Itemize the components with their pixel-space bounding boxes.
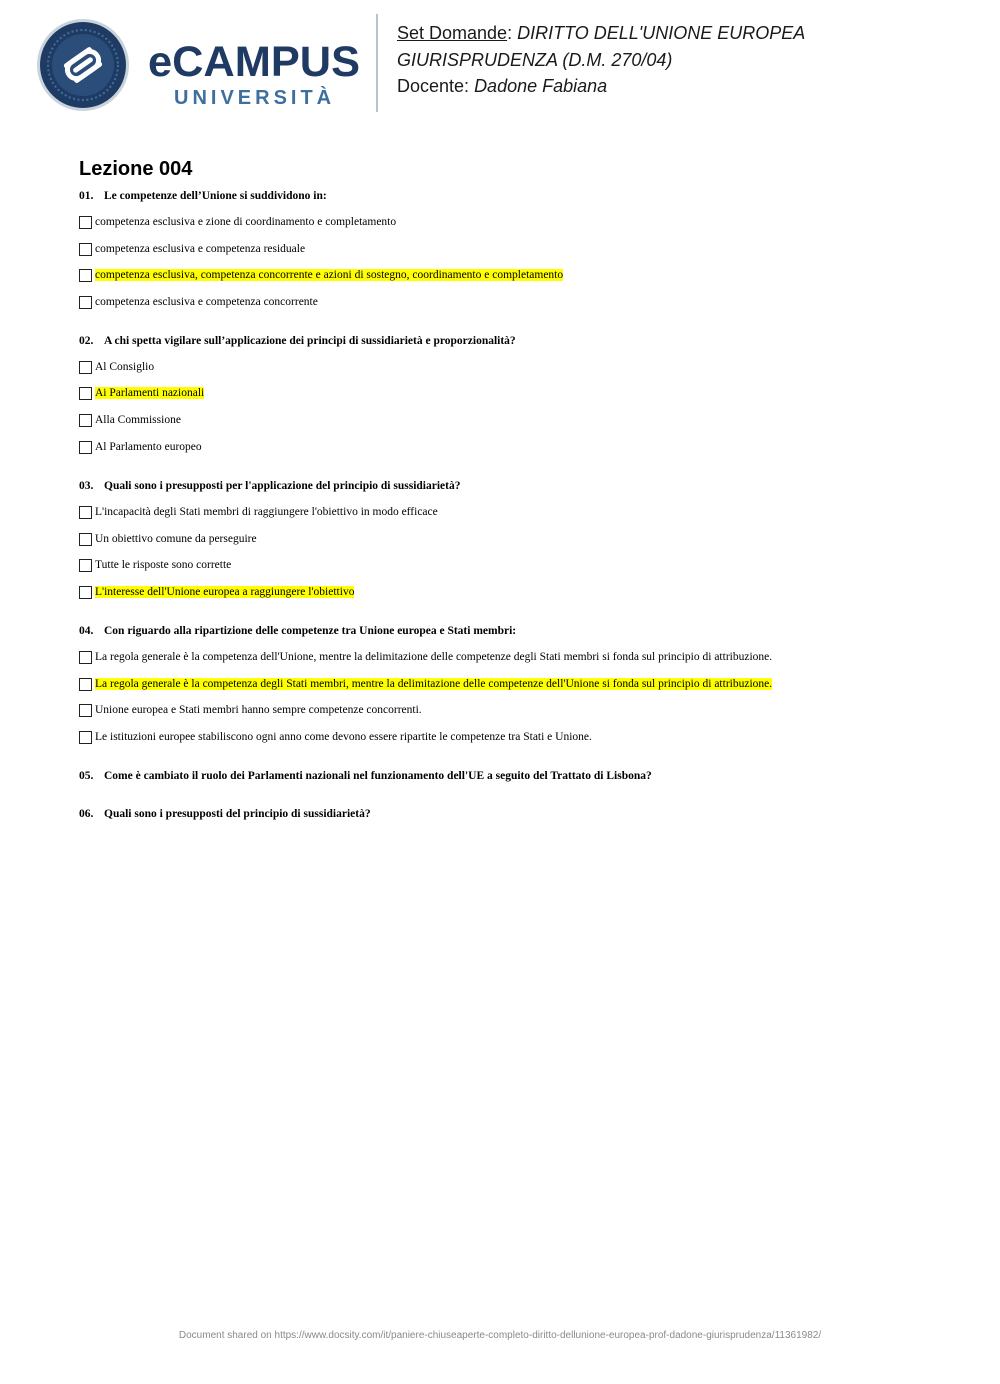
set-label: Set Domande (397, 23, 508, 43)
option-03-d[interactable] (79, 584, 354, 600)
checkbox[interactable] (79, 441, 92, 454)
option-text-highlighted: L'interesse dell'Unione europea a raggiungere l'obiettivo (95, 586, 355, 598)
option-02-b[interactable] (79, 385, 204, 401)
course-title-line1: DIRITTO DELL'UNIONE EUROPEA (517, 23, 806, 43)
checkbox[interactable] (79, 269, 92, 282)
option-02-d[interactable] (79, 439, 202, 455)
question-text: A chi spetta vigilare sull’applicazione dei principi di sussidiarietà e proporzionalità? (104, 335, 516, 347)
question-04 (79, 625, 516, 637)
teacher-line (397, 73, 977, 100)
header-divider (376, 14, 378, 112)
option-text: La regola generale è la competenza dell'Unione, mentre la delimitazione delle competenze degli Stati membri si fonda sul principio di attribuzione. (95, 651, 773, 663)
question-text: Con riguardo alla ripartizione delle competenze tra Unione europea e Stati membri: (104, 625, 517, 637)
option-04-d[interactable] (79, 729, 592, 745)
option-text: competenza esclusiva e competenza residuale (95, 243, 306, 255)
checkbox[interactable] (79, 533, 92, 546)
option-text: competenza esclusiva e competenza concorrente (95, 296, 318, 308)
option-text-highlighted: La regola generale è la competenza degli Stati membri, mentre la delimitazione delle competenze dell'Unione si fonda sul principio di attribuzione. (95, 678, 773, 690)
checkbox[interactable] (79, 243, 92, 256)
question-03 (79, 480, 460, 492)
checkbox[interactable] (79, 559, 92, 572)
question-05 (79, 770, 652, 782)
ecampus-seal-logo (36, 18, 130, 112)
option-text: L'incapacità degli Stati membri di raggiungere l'obiettivo in modo efficace (95, 506, 438, 518)
option-text: Unione europea e Stati membri hanno sempre competenze concorrenti. (95, 704, 422, 716)
lesson-title: Lezione 004 (79, 158, 193, 180)
checkbox[interactable] (79, 678, 92, 691)
footer-share-note: Document shared on https://www.docsity.com/it/paniere-chiuseaperte-completo-diritto-dellunione-europea-prof-dadone-giurisprudenza/11361982/ (178, 1330, 822, 1341)
teacher-label: Docente: (397, 76, 470, 96)
checkbox[interactable] (79, 414, 92, 427)
option-text: Un obiettivo comune da perseguire (95, 533, 257, 545)
checkbox[interactable] (79, 361, 92, 374)
question-number: 04. (79, 625, 94, 637)
option-02-c[interactable] (79, 412, 181, 428)
checkbox[interactable] (79, 506, 92, 519)
checkbox[interactable] (79, 704, 92, 717)
option-04-a[interactable] (79, 649, 772, 665)
option-text-highlighted: competenza esclusiva, competenza concorrente e azioni di sostegno, coordinamento e completamento (95, 269, 564, 281)
question-text: Come è cambiato il ruolo dei Parlamenti nazionali nel funzionamento dell'UE a seguito del Trattato di Lisbona? (104, 770, 652, 782)
option-03-c[interactable] (79, 557, 231, 573)
checkbox[interactable] (79, 296, 92, 309)
question-text: Le competenze dell’Unione si suddividono in: (104, 190, 327, 202)
option-01-b[interactable] (79, 241, 305, 257)
option-01-a[interactable] (79, 214, 396, 230)
option-text: competenza esclusiva e zione di coordinamento e completamento (95, 216, 397, 228)
ecampus-wordmark (148, 38, 364, 108)
set-info (397, 20, 977, 100)
question-number: 02. (79, 335, 94, 347)
page-header (0, 0, 1000, 130)
question-text: Quali sono i presupposti del principio di sussidiarietà? (104, 808, 371, 820)
option-01-c[interactable] (79, 267, 563, 283)
question-number: 03. (79, 480, 94, 492)
set-separator: : (507, 23, 513, 43)
option-text: Le istituzioni europee stabiliscono ogni anno come devono essere ripartite le competenze tra Stati e Unione. (95, 731, 592, 743)
teacher-name: Dadone Fabiana (474, 76, 608, 96)
question-01 (79, 190, 327, 202)
logo-text: eCAMPUS (148, 38, 360, 86)
question-number: 06. (79, 808, 94, 820)
option-text: Al Consiglio (95, 361, 155, 373)
set-line (397, 20, 977, 47)
checkbox[interactable] (79, 651, 92, 664)
question-text: Quali sono i presupposti per l'applicazione del principio di sussidiarietà? (104, 480, 461, 492)
question-number: 05. (79, 770, 94, 782)
course-title-line2: GIURISPRUDENZA (D.M. 270/04) (397, 49, 673, 70)
logo-subtext: UNIVERSITÀ (174, 87, 336, 108)
option-text: Al Parlamento europeo (95, 441, 202, 453)
checkbox[interactable] (79, 216, 92, 229)
option-03-a[interactable] (79, 504, 438, 520)
question-02 (79, 335, 516, 347)
option-text: Tutte le risposte sono corrette (95, 559, 232, 571)
option-03-b[interactable] (79, 531, 257, 547)
checkbox[interactable] (79, 586, 92, 599)
question-number: 01. (79, 190, 94, 202)
checkbox[interactable] (79, 731, 92, 744)
option-text: Alla Commissione (95, 414, 181, 426)
option-04-c[interactable] (79, 702, 422, 718)
question-06 (79, 808, 371, 820)
option-text-highlighted: Ai Parlamenti nazionali (95, 387, 205, 399)
checkbox[interactable] (79, 387, 92, 400)
option-04-b[interactable] (79, 676, 772, 692)
option-01-d[interactable] (79, 294, 318, 310)
option-02-a[interactable] (79, 359, 154, 375)
